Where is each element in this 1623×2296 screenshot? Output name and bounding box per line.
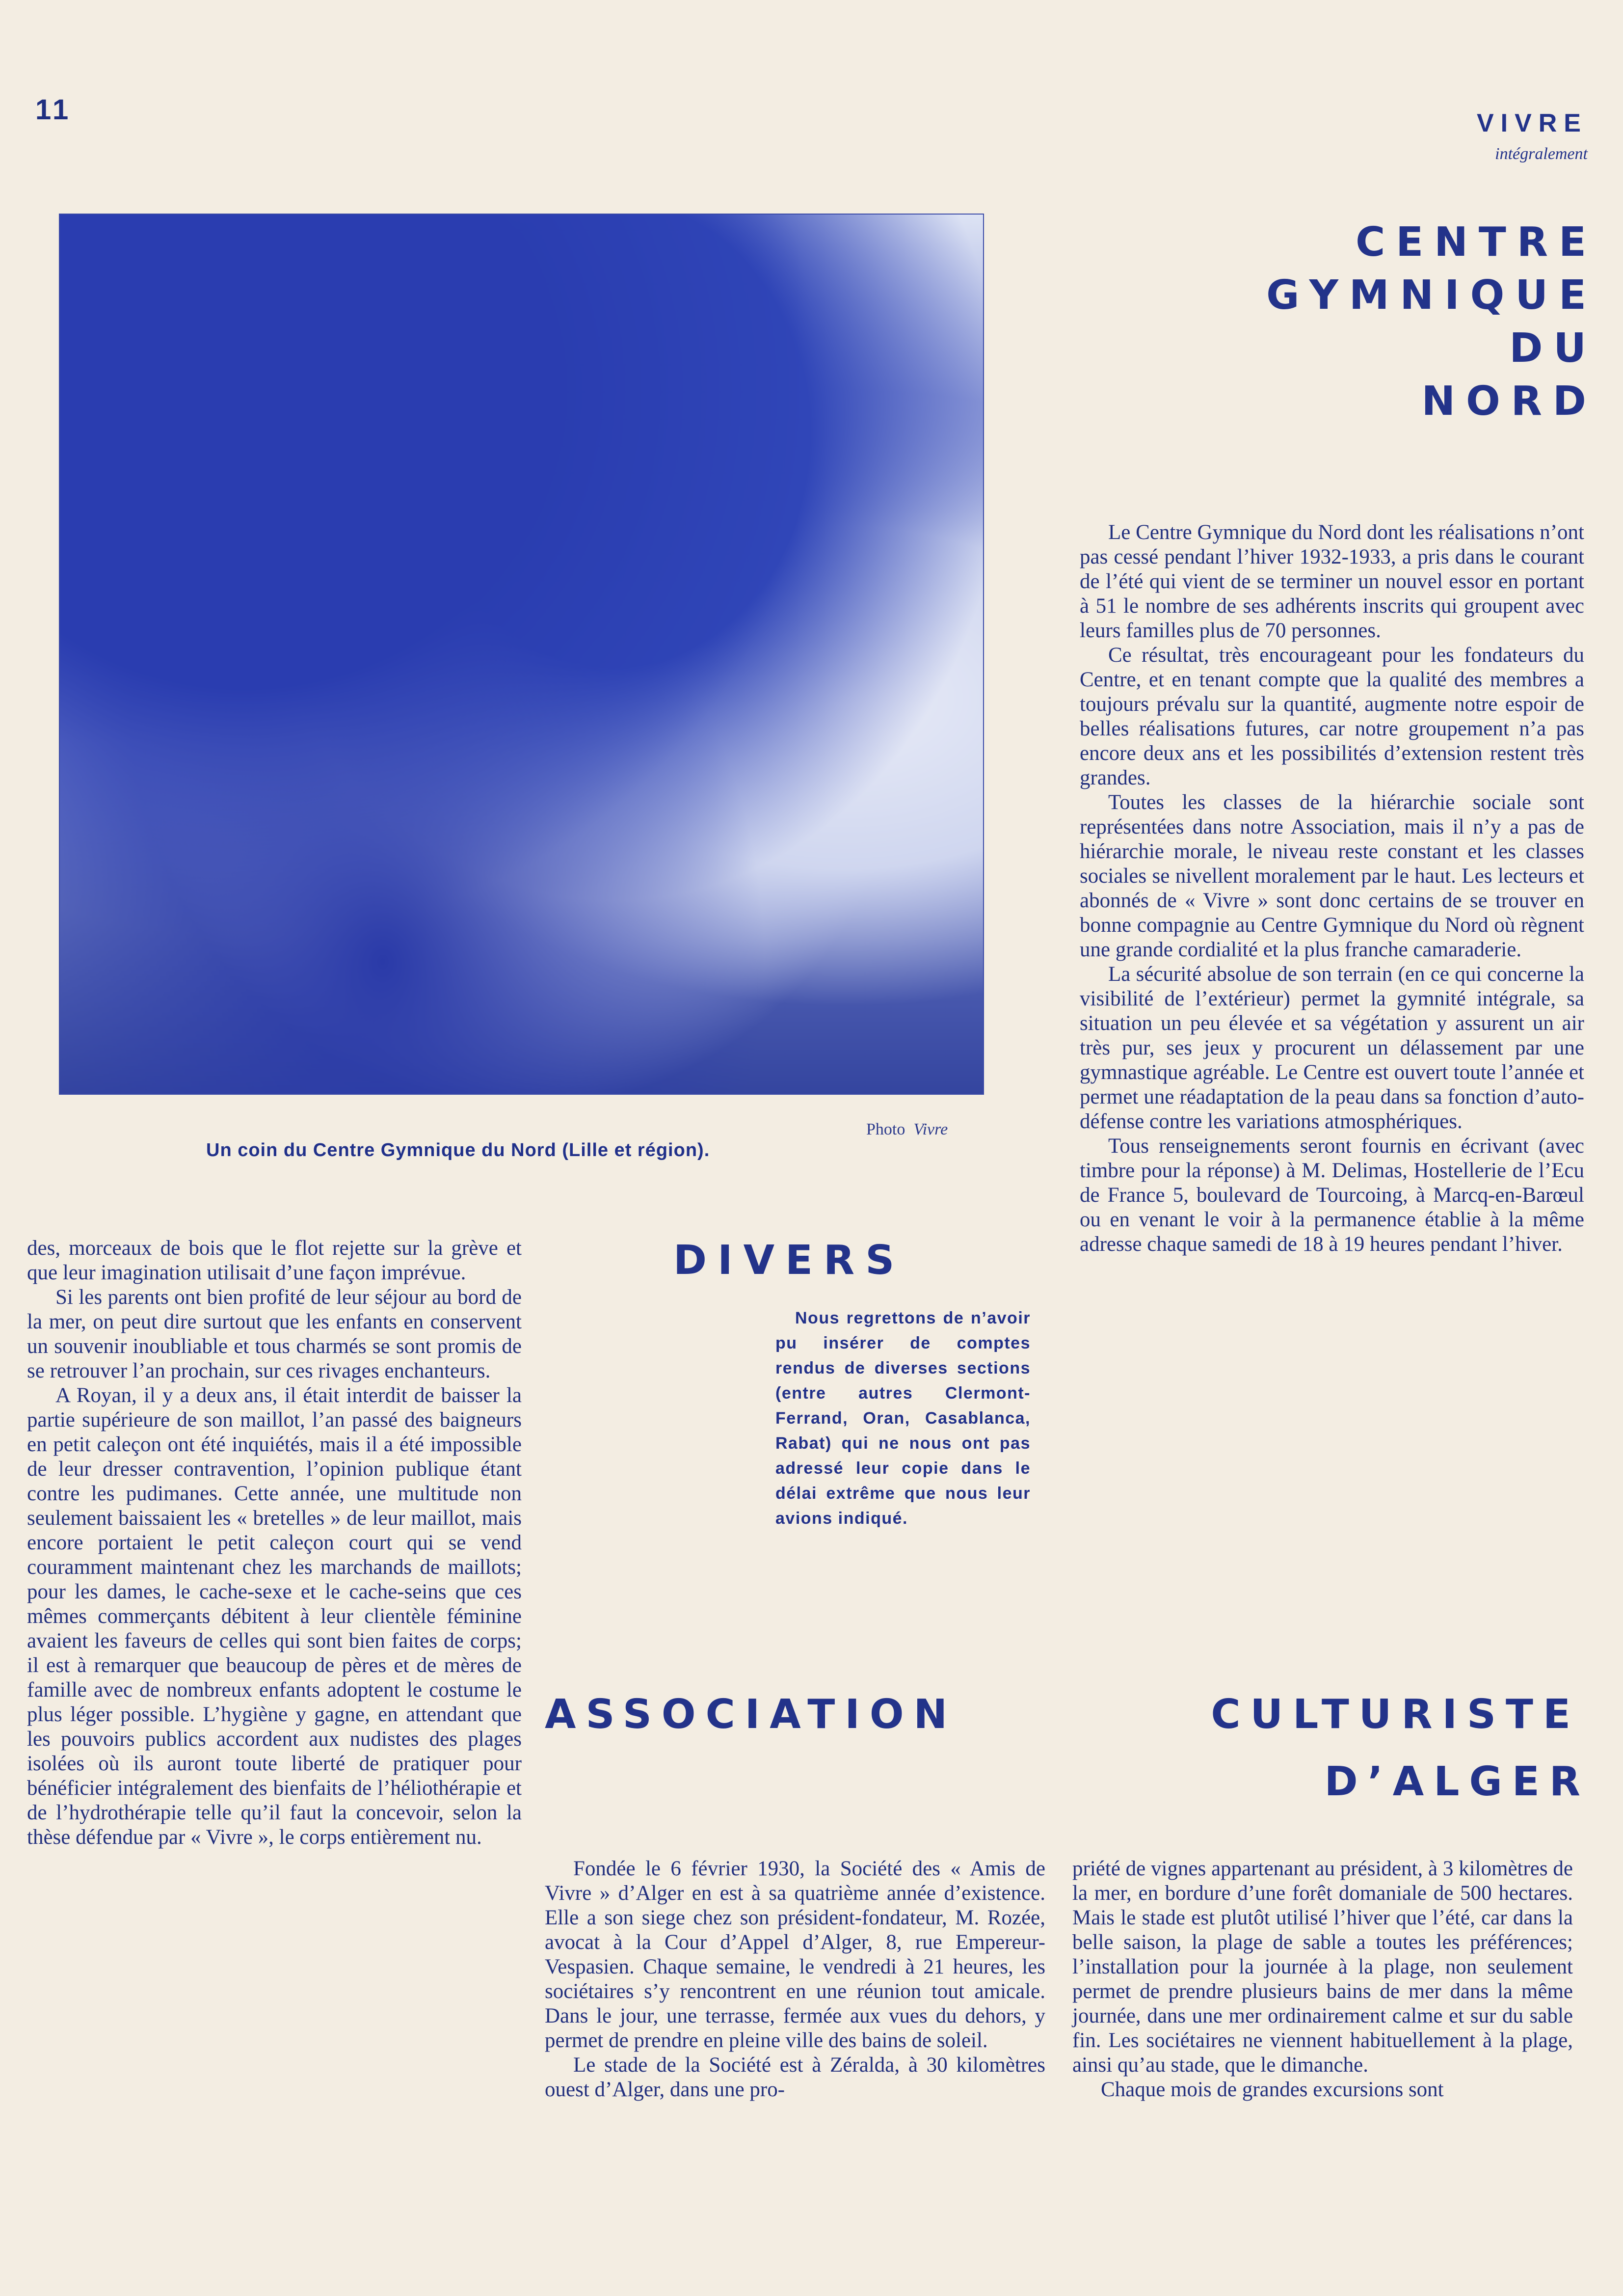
- heading-word: ASSOCIATION: [545, 1691, 958, 1738]
- association-alger-heading: [545, 1691, 1590, 1805]
- paragraph: Si les parents ont bien profité de leur séjour au bord de la mer, on peut dire surtout que les enfants en conservent un souvenir inoubliable et tous charmés se sont promis de se retrouver l’an prochain, sur ces rivages enchanteurs.: [27, 1286, 522, 1382]
- paragraph: des, morceaux de bois que le flot rejette sur la grève et que leur imagination utilisait d’une façon imprévue.: [27, 1237, 522, 1284]
- paragraph: Ce résultat, très encourageant pour les fondateurs du Centre, et en tenant compte que la qualité des membres a toujours prévalu sur la quantité, augmente notre espoir de belles réalisations futures, car notre groupement n’a pas encore deux ans et les possibilités d’extension restent très grandes.: [1080, 644, 1584, 789]
- photo-caption: Un coin du Centre Gymnique du Nord (Lille et région).: [206, 1140, 710, 1161]
- divers-notice: [775, 1306, 1031, 1531]
- heading-line: DU: [1509, 325, 1597, 372]
- centre-gymnique-heading: [1266, 216, 1597, 428]
- page-number: 11: [35, 94, 72, 126]
- article-photo: [59, 214, 984, 1095]
- centre-gymnique-article: [1080, 520, 1584, 1257]
- paragraph: A Royan, il y a deux ans, il était interdit de baisser la partie supérieure de son maillot, l’an passé des baigneurs en petit caleçon ont été inquiétés, mais il a été impossible de leur dresser contravention, l’opinion publique étant contre les pudimanes. Cette année, une multitude non seulement baissaient les « bretelles » de leur maillot, mais encore portaient le petit caleçon court qui se vend couramment maintenant chez les marchands de maillots; pour les dames, le cache-sexe et le cache-seins que ces mêmes commerçants débitent à leur clientèle féminine avaient les faveurs de celles qui sont bien faites de corps; il est à remarquer que beaucoup de pères et de mères de famille avec de nombreux enfants adoptent le costume le plus léger possible. L’hygiène y gagne, en attendant que les pouvoirs publics accordent aux nudistes des plages isolées où ils auront toute liberté de pratiquer pour bénéficier intégralement des bienfaits de l’héliothérapie et de l’hydrothérapie telle qu’il faut la concevoir, selon la thèse défendue par « Vivre », le corps entièrement nu.: [27, 1384, 522, 1849]
- masthead-subtitle: intégralement: [1495, 145, 1588, 163]
- masthead-title: VIVRE: [1476, 109, 1588, 137]
- heading-line: [545, 1691, 1580, 1738]
- association-alger-column-2: [1072, 1857, 1573, 2102]
- left-column-article: [27, 1236, 522, 1850]
- photo-credit: [866, 1120, 948, 1139]
- paragraph: Le stade de la Société est à Zéralda, à 30 kilomètres ouest d’Alger, dans une pro-: [545, 2053, 1045, 2101]
- paragraph: Nous regrettons de n’avoir pu insérer de comptes rendus de diverses sections (entre autres Clermont-Ferrand, Oran, Casablanca, Rabat) qui ne nous ont pas adressé leur copie dans le délai extrême que nous leur avions indiqué.: [775, 1309, 1031, 1528]
- heading-line: NORD: [1421, 378, 1597, 425]
- paragraph: priété de vignes appartenant au président, à 3 kilomètres de la mer, en bordure d’une forêt domaniale de 500 hectares. Mais le stade est plutôt utilisé l’hiver que l’été, car dans la belle saison, la plage de sable a toutes les préférences; l’installation pour la journée à la plage, non seulement permet de prendre plusieurs bains de mer dans la même journée, dans une mer ordinairement calme et sur du sable fin. Les sociétaires ne viennent habituellement à la plage, ainsi qu’au stade, que le dimanche.: [1072, 1857, 1573, 2077]
- heading-line: CENTRE: [1356, 219, 1597, 266]
- photo-credit-prefix: Photo: [866, 1120, 905, 1138]
- paragraph: Le Centre Gymnique du Nord dont les réalisations n’ont pas cessé pendant l’hiver 1932-1933, a pris dans le courant de l’été qui vient de se terminer un nouvel essor en portant à 51 le nombre de ses adhérents inscrits qui groupent avec leurs familles plus de 70 personnes.: [1080, 521, 1584, 642]
- paragraph: Fondée le 6 février 1930, la Société des « Amis de Vivre » d’Alger en est à sa quatrième année d’existence. Elle a son siege chez son président-fondateur, M. Rozée, avocat à la Cour d’Appel d’Alger, 8, rue Empereur-Vespasien. Chaque semaine, le vendredi à 21 heures, les sociétaires s’y rencontrent en une réunion tout amicale. Dans le jour, une terrasse, fermée aux vues du dehors, y permet de prendre en pleine ville des bains de soleil.: [545, 1857, 1045, 2052]
- association-alger-column-1: [545, 1857, 1045, 2102]
- paragraph: Chaque mois de grandes excursions sont: [1101, 2078, 1444, 2101]
- masthead: [1477, 110, 1588, 163]
- heading-line: GYMNIQUE: [1266, 272, 1597, 319]
- divers-heading: DIVERS: [673, 1237, 905, 1284]
- heading-line: D’ALGER: [1324, 1758, 1590, 1805]
- photo-credit-name: Vivre: [913, 1120, 948, 1138]
- paragraph: Tous renseignements seront fournis en écrivant (avec timbre pour la réponse) à M. Delimas, Hostellerie de l’Ecu de France 5, boulevard de Tourcoing, à Marcq-en-Barœul ou en venant le voir à la permanence établie à la même adresse chaque samedi de 18 à 19 heures pendant l’hiver.: [1080, 1134, 1584, 1256]
- paragraph: Toutes les classes de la hiérarchie sociale sont représentées dans notre Association, mais il n’y a pas de hiérarchie morale, le niveau reste constant et les classes sociales se nivellent moralement par le haut. Les lecteurs et abonnés de « Vivre » sont donc certains de se trouver en bonne compagnie au Centre Gymnique du Nord où règnent une grande cordialité et la plus franche camaraderie.: [1080, 791, 1584, 961]
- heading-word: CULTURISTE: [1211, 1691, 1580, 1738]
- paragraph: La sécurité absolue de son terrain (en ce qui concerne la visibilité de l’extérieur) permet la gymnité intégrale, sa situation un peu élevée et sa végétation y assurent un air très pur, ses jeux y procurent un délassement par une gymnastique agréable. Le Centre est ouvert toute l’année et permet une réadaptation de la peau dans sa fonction d’auto-défense contre les variations atmosphériques.: [1080, 963, 1584, 1133]
